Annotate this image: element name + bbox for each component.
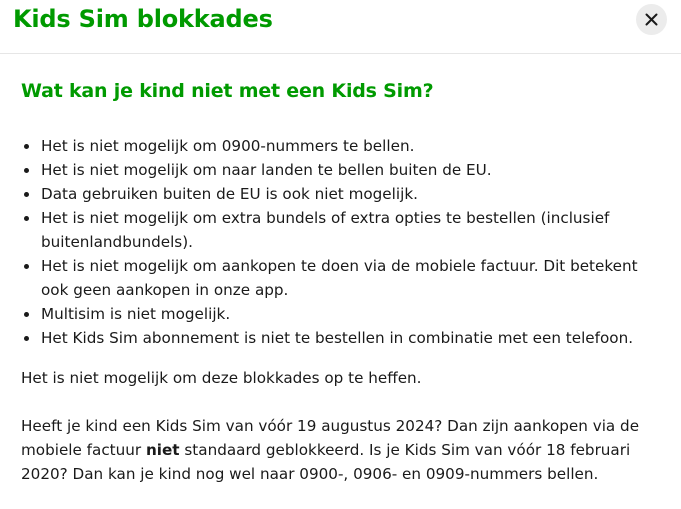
list-item-text: Het is niet mogelijk om 0900-nummers te bellen. (41, 137, 415, 155)
unblock-note: Het is niet mogelijk om deze blokkades op te heffen. (21, 369, 422, 387)
legacy-info (21, 414, 666, 486)
list-item (21, 134, 666, 158)
restrictions-list (21, 134, 666, 350)
list-item (21, 302, 666, 326)
bullet-icon (24, 264, 29, 269)
list-item-text: Het Kids Sim abonnement is niet te bestellen in combinatie met een telefoon. (41, 329, 634, 347)
dialog-content (21, 78, 666, 486)
list-item-text: Het is niet mogelijk om naar landen te bellen buiten de EU. (41, 161, 492, 179)
section-heading: Wat kan je kind niet met een Kids Sim? (21, 80, 434, 102)
bullet-icon (24, 192, 29, 197)
bullet-icon (24, 312, 29, 317)
dialog-title: Kids Sim blokkades (13, 5, 273, 33)
bullet-icon (24, 144, 29, 149)
bullet-icon (24, 216, 29, 221)
list-item (21, 254, 666, 302)
legacy-info-text-2: standaard geblokkeerd. Is je Kids Sim van vóór 18 februari 2020? Dan kan je kind nog wel naar 0900-, 0906- en 0909-nummers bellen. (21, 441, 631, 483)
list-item (21, 326, 666, 350)
list-item (21, 158, 666, 182)
list-item-text: Data gebruiken buiten de EU is ook niet mogelijk. (41, 185, 418, 203)
legacy-info-emphasis: niet (145, 441, 180, 459)
bullet-icon (24, 168, 29, 173)
list-item-text: Het is niet mogelijk om aankopen te doen via de mobiele factuur. Dit betekent ook geen aankopen in onze app. (41, 257, 638, 299)
list-item-text: Multisim is niet mogelijk. (41, 305, 231, 323)
legacy-info-text-1: Heeft je kind een Kids Sim van vóór 19 augustus 2024? Dan zijn aankopen via de mobiele factuur (21, 417, 640, 459)
bullet-icon (24, 336, 29, 341)
dialog-header (0, 0, 681, 54)
list-item-text: Het is niet mogelijk om extra bundels of extra opties te bestellen (inclusief buitenlandbundels). (41, 209, 610, 251)
close-button[interactable] (636, 4, 667, 35)
close-icon (645, 13, 658, 26)
list-item (21, 206, 666, 254)
list-item (21, 182, 666, 206)
